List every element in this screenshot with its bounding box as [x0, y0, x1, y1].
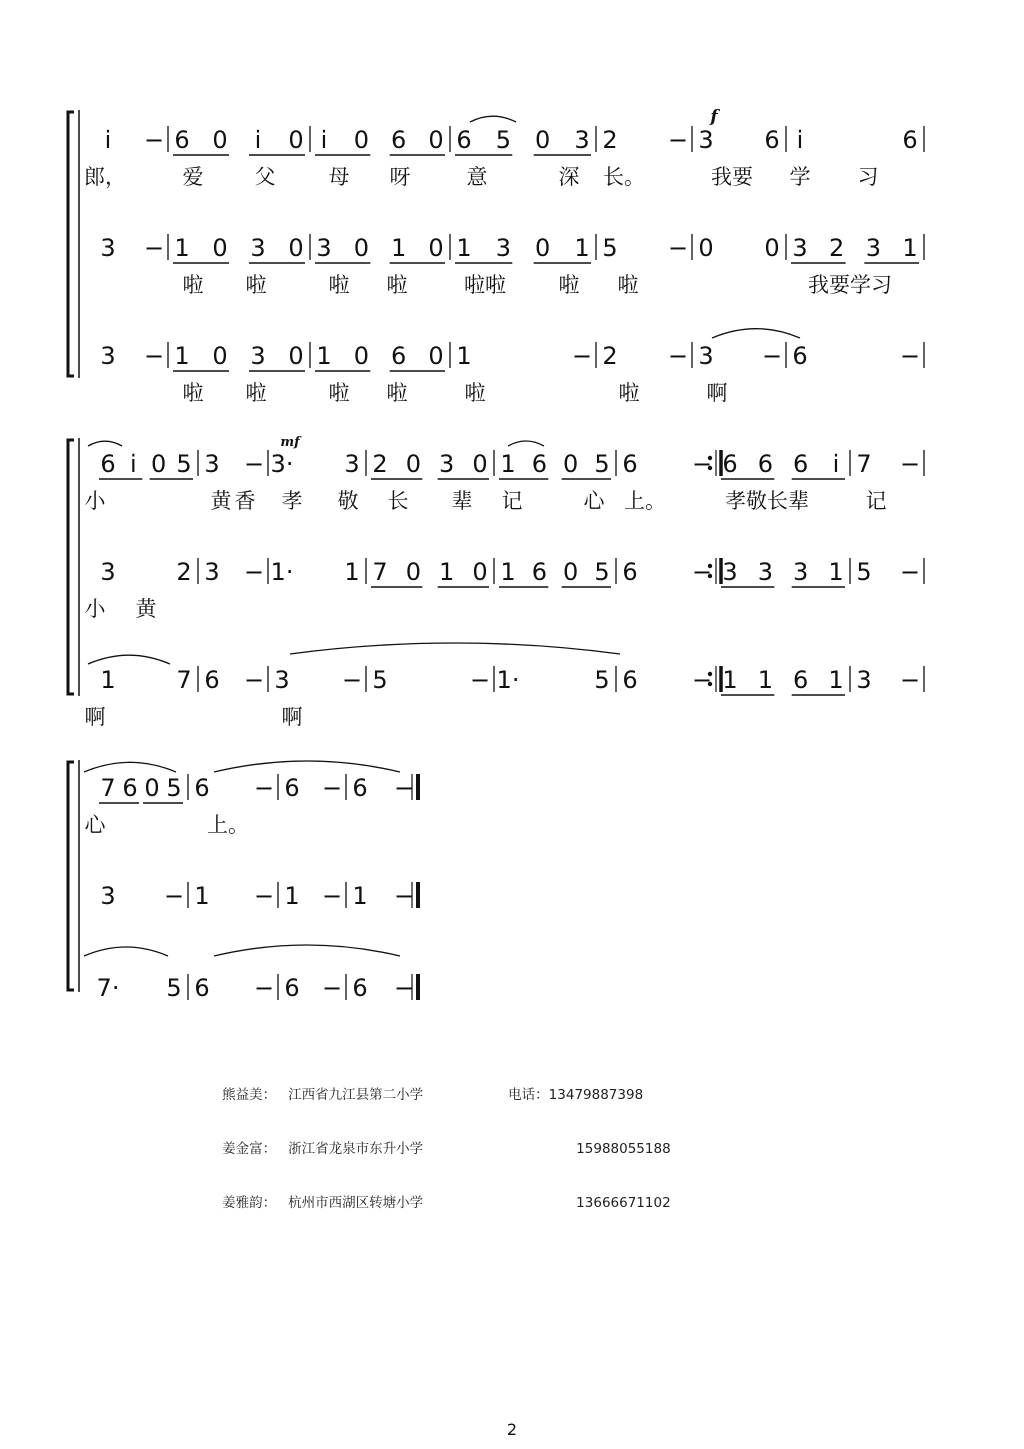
- note: 6: [622, 666, 638, 694]
- note: 3: [698, 126, 714, 154]
- lyric-word: 深: [558, 165, 580, 189]
- note: 0: [288, 126, 304, 154]
- note: −: [143, 126, 165, 154]
- note: 6: [352, 774, 368, 802]
- note: 6: [622, 558, 638, 586]
- lyric-word: 黄: [210, 489, 232, 513]
- note: 3: [722, 558, 738, 586]
- note: 1: [722, 666, 738, 694]
- note: 0: [288, 342, 304, 370]
- lyric-word: 小: [84, 597, 106, 621]
- lyric-word: 辈: [451, 489, 473, 513]
- slur: [470, 116, 516, 122]
- note: 0: [212, 234, 228, 262]
- note: 6: [204, 666, 220, 694]
- note: 6: [764, 126, 780, 154]
- lyric-word: 呀: [389, 165, 411, 189]
- note: −: [321, 882, 343, 910]
- score-system: [68, 107, 924, 405]
- credit-name: 熊益美：: [222, 1087, 277, 1103]
- note: 3: [204, 450, 220, 478]
- lyric-word: 长: [387, 489, 409, 513]
- system-bracket: [68, 112, 74, 376]
- note: 0: [428, 234, 444, 262]
- note: 3: [274, 666, 290, 694]
- note: 0: [428, 126, 444, 154]
- lyric-word: 习: [857, 165, 879, 189]
- note: 7: [100, 774, 116, 802]
- note: −: [253, 974, 275, 1002]
- slur: [712, 329, 800, 338]
- slur: [88, 441, 122, 446]
- note: 1: [174, 234, 190, 262]
- note: 3: [698, 342, 714, 370]
- credit-school: 江西省九江县第二小学: [288, 1087, 424, 1103]
- note: 3: [250, 234, 266, 262]
- note: 6: [194, 974, 210, 1002]
- note: 6: [122, 774, 138, 802]
- note: 3: [439, 450, 455, 478]
- lyric-word: 啦: [558, 273, 580, 297]
- note: 3: [792, 234, 808, 262]
- voice-part: [100, 882, 418, 910]
- note: 0: [212, 126, 228, 154]
- note: 0: [353, 342, 369, 370]
- note: 2: [602, 342, 618, 370]
- lyric-word: 啦: [386, 273, 408, 297]
- slur: [88, 655, 170, 664]
- note: 6: [284, 774, 300, 802]
- note: 5: [495, 126, 511, 154]
- note: 0: [212, 342, 228, 370]
- note: 1: [100, 666, 116, 694]
- note: 6: [793, 666, 809, 694]
- note: −: [761, 342, 783, 370]
- lyric-word: 意: [466, 165, 488, 189]
- credits-block: [205, 1068, 671, 1230]
- note: 2: [372, 450, 388, 478]
- note: 1: [828, 558, 844, 586]
- credit-row: [205, 1122, 671, 1176]
- note: 1: [352, 882, 368, 910]
- note: i̇: [796, 126, 804, 154]
- lyric-word: 啦: [617, 273, 639, 297]
- note: −: [393, 774, 415, 802]
- lyric-word: 啦: [245, 273, 267, 297]
- note: 1: [456, 234, 472, 262]
- note: 6: [757, 450, 773, 478]
- note: −: [899, 666, 921, 694]
- note: 3: [100, 882, 116, 910]
- note: 1: [284, 882, 300, 910]
- note: 1: [391, 234, 407, 262]
- note: 1: [439, 558, 455, 586]
- lyric-word: 啊: [281, 705, 303, 729]
- note: 0: [472, 558, 488, 586]
- note: 0: [535, 126, 551, 154]
- voice-part: [85, 435, 925, 513]
- note: 3: [495, 234, 511, 262]
- voice-part: [84, 107, 924, 190]
- note: −: [691, 558, 713, 586]
- note: 1: [194, 882, 210, 910]
- note: 3: [316, 234, 332, 262]
- note: 0: [353, 126, 369, 154]
- note: −: [321, 974, 343, 1002]
- note: −: [667, 126, 689, 154]
- dynamic-mark: mf: [280, 435, 300, 450]
- note: 0: [405, 558, 421, 586]
- note: 3: [856, 666, 872, 694]
- note: 7: [372, 558, 388, 586]
- lyric-word: 学: [789, 165, 811, 189]
- lyric-word: 孝敬长辈: [725, 489, 809, 513]
- note: −: [163, 882, 185, 910]
- note: −: [341, 666, 363, 694]
- note: 0: [563, 558, 579, 586]
- note: 6: [722, 450, 738, 478]
- lyric-word: 小: [84, 489, 106, 513]
- note: 6: [391, 126, 407, 154]
- note: 6: [284, 974, 300, 1002]
- lyric-word: 心: [84, 813, 106, 837]
- note: 1: [574, 234, 590, 262]
- note: 7·: [96, 974, 120, 1002]
- note: 1: [828, 666, 844, 694]
- note: 6: [531, 558, 547, 586]
- note: 5: [166, 974, 182, 1002]
- note: −: [469, 666, 491, 694]
- note: −: [243, 450, 265, 478]
- note: −: [393, 882, 415, 910]
- note: 0: [288, 234, 304, 262]
- note: 6: [174, 126, 190, 154]
- lyric-word: 啦: [245, 381, 267, 405]
- note: −: [243, 666, 265, 694]
- note: 0: [698, 234, 714, 262]
- lyric-word: 啦啦: [464, 273, 506, 297]
- note: 3: [100, 342, 116, 370]
- note: −: [899, 342, 921, 370]
- note: −: [143, 234, 165, 262]
- note: 3: [204, 558, 220, 586]
- lyric-word: 啦: [386, 381, 408, 405]
- note: 6: [793, 450, 809, 478]
- note: −: [253, 882, 275, 910]
- lyric-word: 长。: [603, 165, 645, 189]
- note: 7: [856, 450, 872, 478]
- note: 1: [456, 342, 472, 370]
- note: i̇: [129, 450, 137, 478]
- note: −: [321, 774, 343, 802]
- voice-part: [100, 342, 924, 405]
- note: 3: [100, 234, 116, 262]
- slur: [84, 762, 176, 772]
- note: 5: [372, 666, 388, 694]
- note: 5: [176, 450, 192, 478]
- note: 1: [316, 342, 332, 370]
- note: 6: [622, 450, 638, 478]
- lyric-word: 爱: [182, 165, 204, 189]
- note: 5: [594, 666, 610, 694]
- lyric-word: 记: [865, 489, 887, 513]
- note: 5: [166, 774, 182, 802]
- note: 1: [344, 558, 360, 586]
- lyric-word: 上。: [207, 813, 249, 837]
- slur: [214, 945, 400, 956]
- voice-part: [100, 234, 924, 297]
- note: −: [899, 558, 921, 586]
- note: 0: [144, 774, 160, 802]
- note: −: [571, 342, 593, 370]
- lyric-word: 敬: [337, 489, 359, 513]
- note: −: [393, 974, 415, 1002]
- lyric-word: 母: [328, 165, 350, 189]
- lyric-word: 啊: [84, 705, 106, 729]
- note: 6: [531, 450, 547, 478]
- lyric-word: 啦: [328, 273, 350, 297]
- note: 0: [764, 234, 780, 262]
- note: −: [899, 450, 921, 478]
- note: 0: [353, 234, 369, 262]
- note: 6: [391, 342, 407, 370]
- system-bracket: [68, 440, 74, 694]
- note: 6: [194, 774, 210, 802]
- credit-phone: 15988055188: [576, 1141, 671, 1157]
- credit-row: [205, 1068, 671, 1122]
- note: 1: [500, 450, 516, 478]
- note: −: [691, 450, 713, 478]
- lyric-word: 啦: [328, 381, 350, 405]
- lyric-word: 啦: [618, 381, 640, 405]
- dynamic-mark: f: [710, 107, 718, 127]
- note: −: [243, 558, 265, 586]
- note: 3: [100, 558, 116, 586]
- note: i̇: [832, 450, 840, 478]
- lyric-word: 上。: [624, 489, 666, 513]
- note: 1: [500, 558, 516, 586]
- lyric-word: 啊: [706, 381, 728, 405]
- note: −: [667, 342, 689, 370]
- credit-row: [205, 1176, 671, 1230]
- lyric-word: 我要学习: [808, 273, 892, 297]
- lyric-word: 父: [254, 165, 276, 189]
- lyric-word: 记: [501, 489, 523, 513]
- note: 0: [405, 450, 421, 478]
- note: 0: [563, 450, 579, 478]
- note: 2: [829, 234, 845, 262]
- note: 5: [594, 450, 610, 478]
- voice-part: [97, 974, 418, 1002]
- note: 3: [250, 342, 266, 370]
- note: 6: [902, 126, 918, 154]
- voice-part: [85, 666, 925, 729]
- slur: [214, 761, 400, 772]
- note: 1·: [496, 666, 520, 694]
- note: 5: [602, 234, 618, 262]
- lyric-word: 啦: [464, 381, 486, 405]
- note: 6: [792, 342, 808, 370]
- note: 5: [856, 558, 872, 586]
- note: 6: [100, 450, 116, 478]
- note: 3·: [270, 450, 294, 478]
- lyric-word: 黄: [135, 597, 157, 621]
- note: −: [143, 342, 165, 370]
- note: 3: [757, 558, 773, 586]
- note: 3: [793, 558, 809, 586]
- note: 1: [174, 342, 190, 370]
- note: 6: [456, 126, 472, 154]
- note: 7: [176, 666, 192, 694]
- note: 3: [574, 126, 590, 154]
- credit-school: 浙江省龙泉市东升小学: [288, 1141, 424, 1157]
- slur: [290, 643, 620, 654]
- lyric-word: 孝: [281, 489, 303, 513]
- note: 0: [535, 234, 551, 262]
- note: 1: [902, 234, 918, 262]
- note: i̇: [254, 126, 262, 154]
- note: 0: [151, 450, 167, 478]
- note: 5: [594, 558, 610, 586]
- score-system: [68, 760, 418, 1002]
- credit-phone: 13666671102: [576, 1195, 671, 1211]
- note: 3: [344, 450, 360, 478]
- note: 1: [757, 666, 773, 694]
- note: 2: [176, 558, 192, 586]
- note: 0: [472, 450, 488, 478]
- note: −: [691, 666, 713, 694]
- lyric-word: 香: [234, 489, 256, 513]
- lyric-word: 啦: [182, 273, 204, 297]
- note: i̇: [320, 126, 328, 154]
- slur: [508, 441, 544, 446]
- note: −: [667, 234, 689, 262]
- note: i̇: [104, 126, 112, 154]
- note: 2: [602, 126, 618, 154]
- slur: [84, 947, 168, 956]
- voice-part: [85, 558, 925, 621]
- lyric-word: 心: [583, 489, 605, 513]
- lyric-word: 我要: [711, 165, 753, 189]
- note: 0: [428, 342, 444, 370]
- credit-name: 姜雅韵：: [222, 1195, 277, 1211]
- credit-name: 姜金富：: [222, 1141, 277, 1157]
- credit-phone: 电话：13479887398: [508, 1087, 644, 1103]
- note: 6: [352, 974, 368, 1002]
- note: 3: [865, 234, 881, 262]
- lyric-word: 郎，: [84, 165, 126, 189]
- note: −: [253, 774, 275, 802]
- page-number: 2: [506, 1420, 518, 1439]
- credit-school: 杭州市西湖区转塘小学: [288, 1195, 424, 1211]
- note: 1·: [270, 558, 294, 586]
- score-system: [68, 435, 924, 729]
- lyric-word: 啦: [182, 381, 204, 405]
- system-bracket: [68, 762, 74, 990]
- voice-part: [85, 774, 419, 837]
